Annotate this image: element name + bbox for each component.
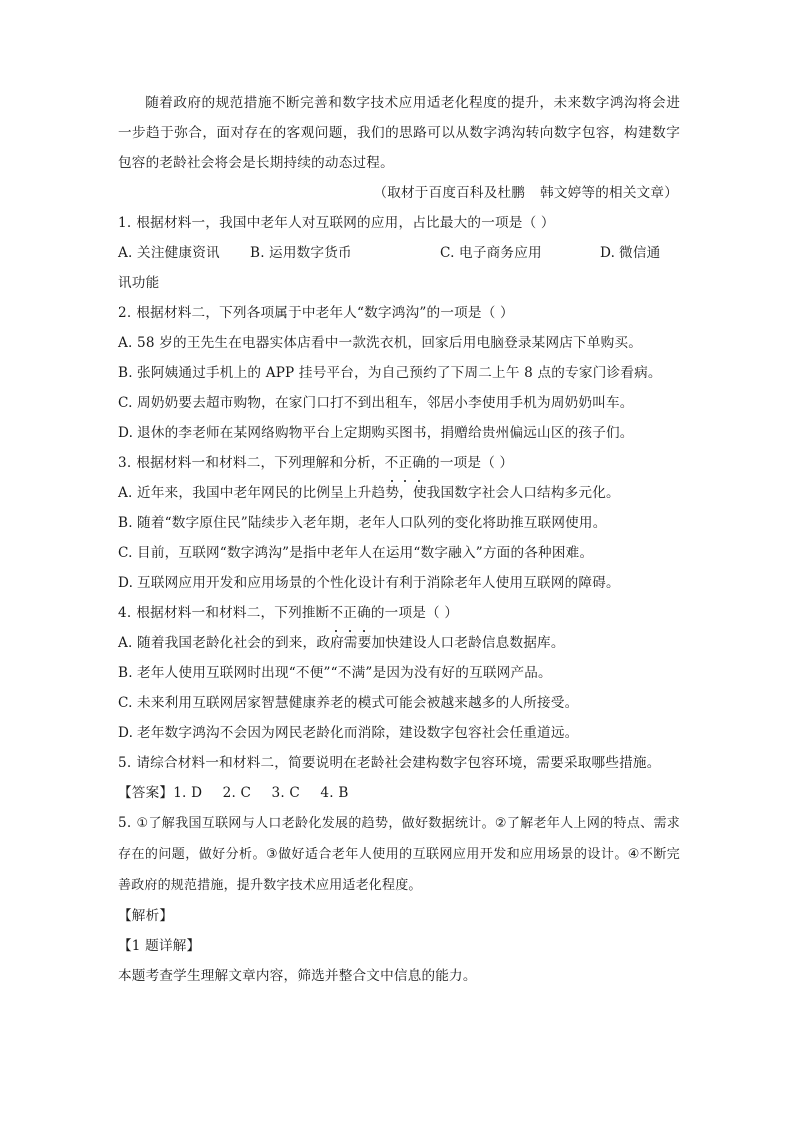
option-b-label: B.: [250, 245, 265, 261]
option-b-text: 运用数字货币: [269, 245, 352, 261]
option-a-text: 近年来，我国中老年网民的比例呈上升趋势，使我国数字社会人口结构多元化。: [137, 485, 620, 501]
question-2-option-b[interactable]: [118, 358, 680, 388]
answer-4-value: B: [338, 785, 349, 801]
answer-2-value: C: [240, 785, 252, 801]
option-b-label: B.: [118, 515, 133, 531]
answer-4-number: 4.: [320, 785, 334, 801]
answer-item-4: [320, 785, 348, 801]
question-2-option-a[interactable]: [118, 328, 680, 358]
question-3-stem: [118, 448, 680, 478]
question-3-number: 3.: [118, 455, 132, 471]
question-3-emphasis: 不正确: [385, 448, 426, 478]
question-3-option-a[interactable]: [118, 478, 680, 508]
question-3-option-d[interactable]: [118, 568, 680, 598]
option-c-label: C.: [118, 695, 133, 711]
option-c-label: C.: [118, 395, 133, 411]
option-d-text: 互联网应用开发和应用场景的个性化设计有利于消除老年人使用互联网的障碍。: [137, 575, 620, 591]
passage-paragraph: 随着政府的规范措施不断完善和数字技术应用适老化程度的提升，未来数字鸿沟将会进一步趋于弥合，面对存在的客观问题，我们的思路可以从数字鸿沟转向数字包容，构建数字包容的老龄社会将会是长期持续的动态过程。: [118, 95, 680, 171]
analysis-heading: 【解析】: [118, 908, 174, 924]
answer-block: [118, 778, 680, 808]
option-a-label: A.: [118, 635, 133, 651]
answer-5-number: 5.: [118, 815, 132, 831]
question-4-stem-after: 的一项是（ ）: [370, 605, 459, 621]
question-3-option-c[interactable]: [118, 538, 680, 568]
option-d-text: 老年数字鸿沟不会因为网民老龄化而消除，建设数字包容社会任重道远。: [137, 725, 579, 741]
question-2-option-c[interactable]: [118, 388, 680, 418]
analysis-body: 本题考查学生理解文章内容，筛选并整合文中信息的能力。: [118, 968, 477, 984]
option-a-text: 随着我国老龄化社会的到来，政府需要加快建设人口老龄信息数据库。: [137, 635, 565, 651]
analysis-sub-heading: 【1 题详解】: [118, 938, 201, 954]
answer-item-1: [173, 785, 202, 801]
option-d-label: D.: [118, 575, 134, 591]
option-a-text: 关注健康资讯: [137, 245, 220, 261]
option-b-label: B.: [118, 365, 133, 381]
question-2-option-d[interactable]: [118, 418, 680, 448]
option-a-label: A.: [118, 335, 133, 351]
answer-1-value: D: [191, 785, 203, 801]
answer-3-value: C: [289, 785, 301, 801]
passage-citation: [118, 178, 680, 208]
option-d-label: D.: [118, 425, 134, 441]
question-4-option-a[interactable]: [118, 628, 680, 658]
question-3-option-b[interactable]: [118, 508, 680, 538]
option-c-label: C.: [440, 245, 455, 261]
question-1-stem-text: 根据材料一，我国中老年人对互联网的应用，占比最大的一项是（ ）: [136, 215, 555, 231]
answer-5-block: [118, 808, 680, 901]
question-4-stem-before: 根据材料一和材料二，下列推断: [136, 605, 330, 621]
question-1-option-c[interactable]: [440, 238, 542, 268]
option-c-text: 目前，互联网“数字鸿沟”是指中老年人在运用“数字融入”方面的各种困难。: [137, 545, 594, 561]
answer-label: 【答案】: [118, 785, 174, 801]
question-1-option-b[interactable]: [250, 238, 352, 268]
question-2-stem: [118, 298, 680, 328]
question-1-stem: [118, 208, 680, 238]
option-d-label: D.: [600, 245, 616, 261]
option-c-label: C.: [118, 545, 133, 561]
question-4-stem: [118, 598, 680, 628]
answer-item-2: [223, 785, 252, 801]
answer-2-number: 2.: [222, 785, 236, 801]
question-3-stem-after: 的一项是（ ）: [426, 455, 514, 471]
option-c-text: 周奶奶要去超市购物，在家门口打不到出租车，邻居小李使用手机为周奶奶叫车。: [137, 395, 634, 411]
question-4-option-d[interactable]: [118, 718, 680, 748]
question-3-stem-before: 根据材料一和材料二，下列理解和分析，: [136, 455, 385, 471]
option-b-label: B.: [118, 665, 133, 681]
question-5-stem-text: 请综合材料一和材料二，简要说明在老龄社会建构数字包容环境，需要采取哪些措施。: [136, 755, 661, 771]
option-b-text: 老年人使用互联网时出现“不便”“不满”是因为没有好的互联网产品。: [137, 665, 552, 681]
option-b-text: 张阿姨通过手机上的 APP 挂号平台，为自己预约了下周二上午 8 点的专家门诊看病。: [137, 365, 662, 381]
question-5-number: 5.: [118, 755, 132, 771]
answer-3-number: 3.: [271, 785, 285, 801]
citation-prefix: （取材于百度百科及杜鹏: [373, 185, 526, 201]
question-4-emphasis: 不正确: [329, 598, 370, 628]
question-4-option-c[interactable]: [118, 688, 680, 718]
document-body: [118, 88, 680, 991]
option-b-text: 随着“数字原住民”陆续步入老年期，老年人口队列的变化将助推互联网使用。: [137, 515, 607, 531]
answer-5-text: ①了解我国互联网与人口老龄化发展的趋势，做好数据统计。②了解老年人上网的特点、需求存在的问题，做好分析。③做好适合老年人使用的互联网应用开发和应用场景的设计。④不断完善政府的规范措施，提升数字技术应用适老化程度。: [118, 816, 680, 893]
option-c-text: 电子商务应用: [459, 245, 542, 261]
question-2-stem-text: 根据材料二，下列各项属于中老年人“数字鸿沟”的一项是（ ）: [136, 305, 514, 321]
question-4-option-b[interactable]: [118, 658, 680, 688]
citation-suffix: 韩文婷等的相关文章）: [540, 185, 678, 201]
option-d-label: D.: [118, 725, 134, 741]
question-4-number: 4.: [118, 605, 132, 621]
question-1-option-d-overflow: 讯功能: [118, 275, 160, 291]
question-1-option-a[interactable]: [118, 238, 220, 268]
option-a-label: A.: [118, 485, 133, 501]
question-1-number: 1.: [118, 215, 132, 231]
option-d-text: 微信通: [619, 245, 661, 261]
question-1-options-row: [118, 238, 680, 268]
option-d-text: 退休的李老师在某网络购物平台上定期购买图书，捐赠给贵州偏远山区的孩子们。: [137, 425, 634, 441]
question-5-stem: [118, 748, 680, 778]
question-1-option-d[interactable]: [600, 238, 660, 268]
answer-item-3: [272, 785, 301, 801]
option-c-text: 未来利用互联网居家智慧健康养老的模式可能会被越来越多的人所接受。: [137, 695, 579, 711]
question-2-number: 2.: [118, 305, 132, 321]
option-a-label: A.: [118, 245, 133, 261]
answer-1-number: 1.: [173, 785, 187, 801]
option-a-text: 58 岁的王先生在电器实体店看中一款洗衣机，回家后用电脑登录某网店下单购买。: [137, 335, 643, 351]
